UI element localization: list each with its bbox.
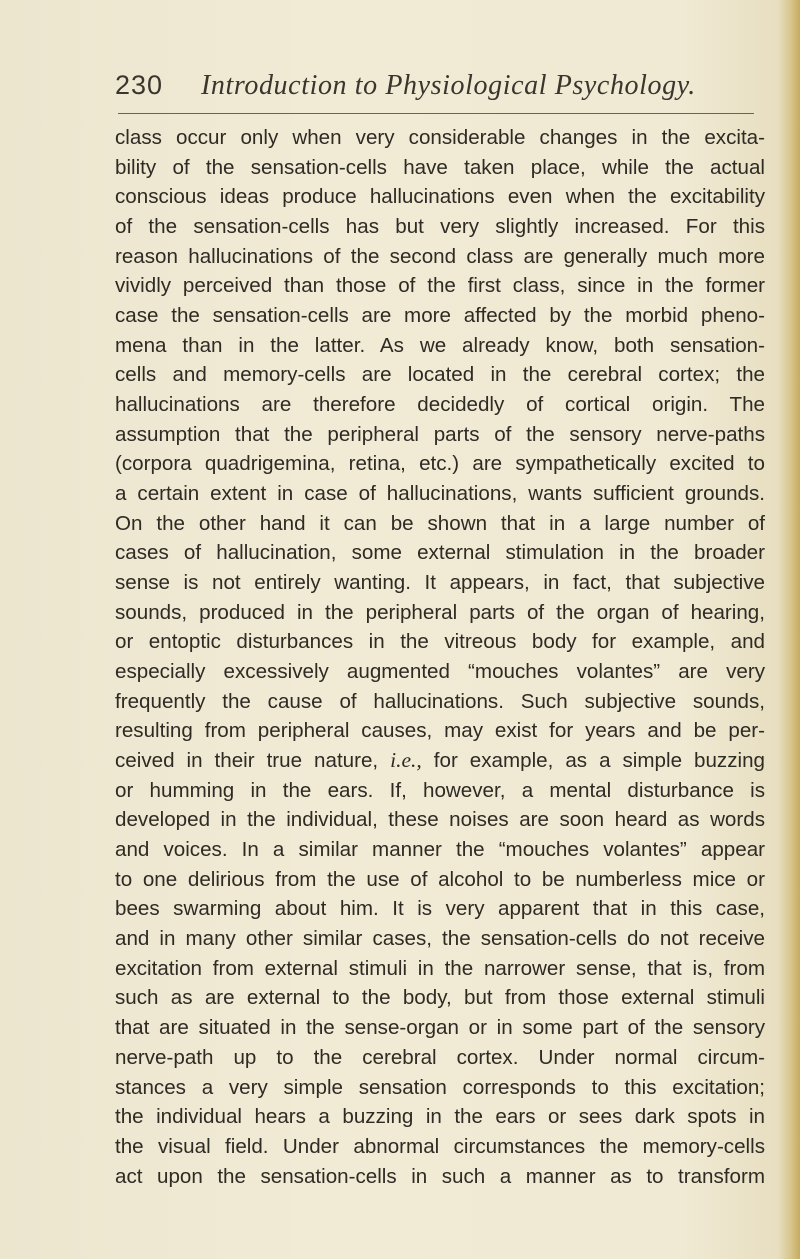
text-line: developed in the individual, these noises are soon heard as words <box>115 808 765 832</box>
text-line: resulting from peripheral causes, may exist for years and be per- <box>115 719 765 743</box>
running-title: Introduction to Physiological Psychology. <box>201 70 696 101</box>
text-line: (corpora quadrigemina, retina, etc.) are sympathetically excited to <box>115 452 765 476</box>
text-line: hallucinations are therefore decidedly of cortical origin. The <box>115 393 765 417</box>
text-line: case the sensation-cells are more affected by the morbid pheno- <box>115 304 765 328</box>
text-line: reason hallucinations of the second class are generally much more <box>115 244 765 268</box>
page-edge-shadow <box>778 0 800 1259</box>
page-number: 230 <box>115 70 164 100</box>
text-line: such as are external to the body, but from those external stimuli <box>115 986 765 1010</box>
text-line: sounds, produced in the peripheral parts of the organ of hearing, <box>115 600 765 624</box>
text-line: the individual hears a buzzing in the ears or sees dark spots in <box>115 1105 765 1129</box>
text-line: stances a very simple sensation corresponds to this excitation; <box>115 1075 765 1099</box>
text-line-with-italic <box>115 746 765 776</box>
text-segment: for example, as a simple buzzing <box>421 749 765 773</box>
italic-abbreviation: i.e., <box>390 748 422 773</box>
text-line: a certain extent in case of hallucinations, wants sufficient grounds. <box>115 482 765 506</box>
text-line: bees swarming about him. It is very apparent that in this case, <box>115 897 765 921</box>
text-line: nerve-path up to the cerebral cortex. Under normal circum- <box>115 1045 765 1069</box>
text-line: cells and memory-cells are located in the cerebral cortex; the <box>115 363 765 387</box>
text-line: On the other hand it can be shown that in a large number of <box>115 511 765 535</box>
text-line: or entoptic disturbances in the vitreous body for example, and <box>115 630 765 654</box>
text-line: that are situated in the sense-organ or in some part of the sensory <box>115 1016 765 1040</box>
text-line: especially excessively augmented “mouches volantes” are very <box>115 660 765 684</box>
text-line: act upon the sensation-cells in such a manner as to transform <box>115 1164 765 1188</box>
running-header <box>115 70 735 110</box>
text-line: the visual field. Under abnormal circumstances the memory-cells <box>115 1134 765 1158</box>
text-line: mena than in the latter. As we already know, both sensation- <box>115 333 765 357</box>
text-line: sense is not entirely wanting. It appears, in fact, that subjective <box>115 571 765 595</box>
header-rule <box>118 113 754 114</box>
body-text <box>115 123 765 1191</box>
text-line: frequently the cause of hallucinations. Such subjective sounds, <box>115 689 765 713</box>
text-line: cases of hallucination, some external stimulation in the broader <box>115 541 765 565</box>
text-line: conscious ideas produce hallucinations even when the excitability <box>115 185 765 209</box>
text-line: and voices. In a similar manner the “mouches volantes” appear <box>115 838 765 862</box>
text-line: assumption that the peripheral parts of the sensory nerve-paths <box>115 422 765 446</box>
text-line: and in many other similar cases, the sensation-cells do not receive <box>115 927 765 951</box>
text-line: to one delirious from the use of alcohol to be numberless mice or <box>115 867 765 891</box>
text-segment: ceived in their true nature, <box>115 749 379 773</box>
text-line: excitation from external stimuli in the narrower sense, that is, from <box>115 956 765 980</box>
text-line: bility of the sensation-cells have taken place, while the actual <box>115 155 765 179</box>
text-line: class occur only when very considerable changes in the excita- <box>115 126 765 149</box>
text-line: of the sensation-cells has but very slightly increased. For this <box>115 215 765 239</box>
text-line: vividly perceived than those of the first class, since in the former <box>115 274 765 298</box>
text-line: or humming in the ears. If, however, a mental disturbance is <box>115 778 765 802</box>
